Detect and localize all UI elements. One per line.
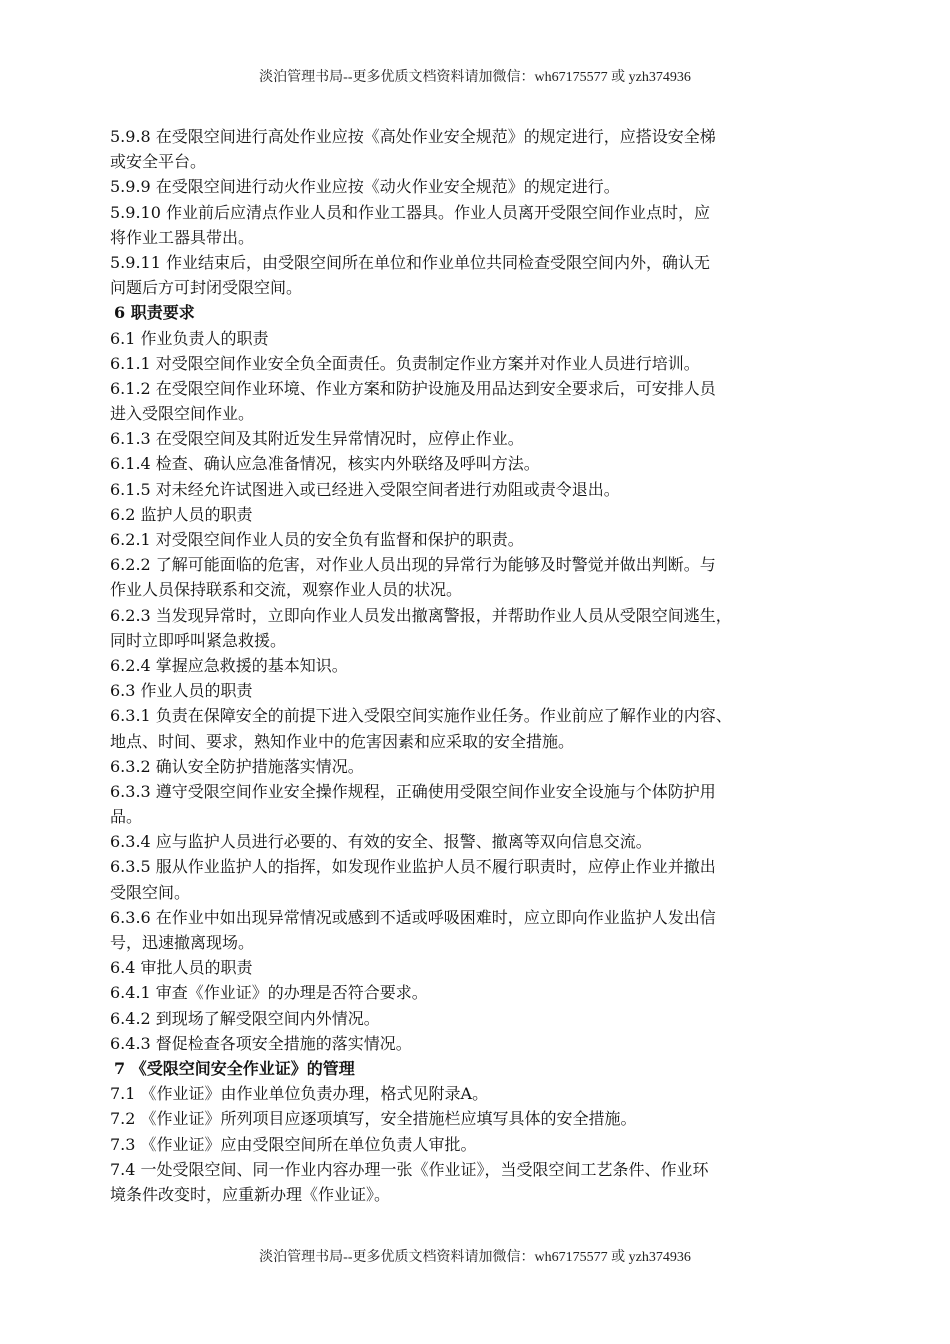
text-line: 6.2.3 当发现异常时，立即向作业人员发出撤离警报，并帮助作业人员从受限空间逃生， — [110, 605, 732, 625]
text-line: 将作业工器具带出。 — [110, 227, 255, 247]
text-line: 6.1 作业负责人的职责 — [110, 328, 269, 348]
text-line: 7.2 《作业证》所列项目应逐项填写，安全措施栏应填写具体的安全措施。 — [110, 1109, 637, 1129]
text-line: 6.3 作业人员的职责 — [110, 681, 253, 701]
text-line: 7.4 一处受限空间、同一作业内容办理一张《作业证》，当受限空间工艺条件、作业环 — [110, 1159, 709, 1179]
document-body — [110, 124, 855, 1207]
text-line: 6.2.2 了解可能面临的危害，对作业人员出现的异常行为能够及时警觉并做出判断。与 — [110, 555, 716, 575]
text-line: 同时立即呼叫紧急救援。 — [110, 630, 287, 650]
text-line: 6.4.2 到现场了解受限空间内外情况。 — [110, 1008, 380, 1028]
text-line: 5.9.10 作业前后应清点作业人员和作业工器具。作业人员离开受限空间作业点时，应 — [110, 202, 710, 222]
text-line: 或安全平台。 — [110, 152, 207, 172]
text-line: 5.9.9 在受限空间进行动火作业应按《动火作业安全规范》的规定进行。 — [110, 177, 620, 197]
text-line: 6.1.4 检查、确认应急准备情况，核实内外联络及呼叫方法。 — [110, 454, 540, 474]
text-line: 作业人员保持联系和交流，观察作业人员的状况。 — [110, 580, 463, 600]
text-line: 6.3.1 负责在保障安全的前提下进入受限空间实施作业任务。作业前应了解作业的内容、 — [110, 706, 732, 726]
text-line: 6.2.1 对受限空间作业人员的安全负有监督和保护的职责。 — [110, 530, 524, 549]
text-line: 6.4.1 审查《作业证》的办理是否符合要求。 — [110, 983, 428, 1003]
page-header: 淡泊管理书局--更多优质文档资料请加微信：wh67175577 或 yzh374936 — [259, 70, 691, 85]
text-line: 6.3.6 在作业中如出现异常情况或感到不适或呼吸困难时，应立即向作业监护人发出信 — [110, 907, 716, 927]
text-line: 5.9.8 在受限空间进行高处作业应按《高处作业安全规范》的规定进行，应搭设安全梯 — [110, 127, 716, 146]
text-line: 6.4 审批人员的职责 — [110, 958, 253, 978]
text-line: 境条件改变时，应重新办理《作业证》。 — [110, 1184, 391, 1204]
section-heading: 6 职责要求 — [114, 303, 195, 323]
text-line: 品。 — [110, 807, 143, 827]
text-line: 6.3.2 确认安全防护措施落实情况。 — [110, 756, 364, 776]
text-line: 6.3.3 遵守受限空间作业安全操作规程，正确使用受限空间作业安全设施与个体防护用 — [110, 781, 716, 801]
text-line: 进入受限空间作业。 — [110, 404, 255, 424]
text-line: 7.1 《作业证》由作业单位负责办理，格式见附录A。 — [110, 1084, 489, 1104]
page-footer: 淡泊管理书局--更多优质文档资料请加微信：wh67175577 或 yzh374936 — [259, 1250, 691, 1265]
text-line: 6.1.3 在受限空间及其附近发生异常情况时，应停止作业。 — [110, 429, 524, 449]
text-line: 受限空间。 — [110, 882, 191, 902]
text-line: 6.4.3 督促检查各项安全措施的落实情况。 — [110, 1033, 412, 1053]
text-line: 号，迅速撤离现场。 — [110, 933, 255, 952]
text-line: 6.3.4 应与监护人员进行必要的、有效的安全、报警、撤离等双向信息交流。 — [110, 832, 652, 852]
text-line: 地点、时间、要求，熟知作业中的危害因素和应采取的安全措施。 — [110, 731, 575, 751]
section-heading: 7 《受限空间安全作业证》的管理 — [114, 1058, 355, 1078]
text-line: 6.2.4 掌握应急救援的基本知识。 — [110, 655, 348, 675]
text-line: 6.3.5 服从作业监护人的指挥，如发现作业监护人员不履行职责时，应停止作业并撤出 — [110, 857, 716, 877]
text-line: 7.3 《作业证》应由受限空间所在单位负责人审批。 — [110, 1134, 477, 1154]
text-line: 6.1.5 对未经允许试图进入或已经进入受限空间者进行劝阻或责令退出。 — [110, 479, 620, 499]
text-line: 问题后方可封闭受限空间。 — [110, 278, 303, 298]
text-line: 6.1.2 在受限空间作业环境、作业方案和防护设施及用品达到安全要求后，可安排人员 — [110, 378, 716, 398]
text-line: 6.2 监护人员的职责 — [110, 504, 253, 524]
text-line: 6.1.1 对受限空间作业安全负全面责任。负责制定作业方案并对作业人员进行培训。 — [110, 353, 700, 373]
text-line: 5.9.11 作业结束后，由受限空间所在单位和作业单位共同检查受限空间内外，确认无 — [110, 252, 710, 272]
